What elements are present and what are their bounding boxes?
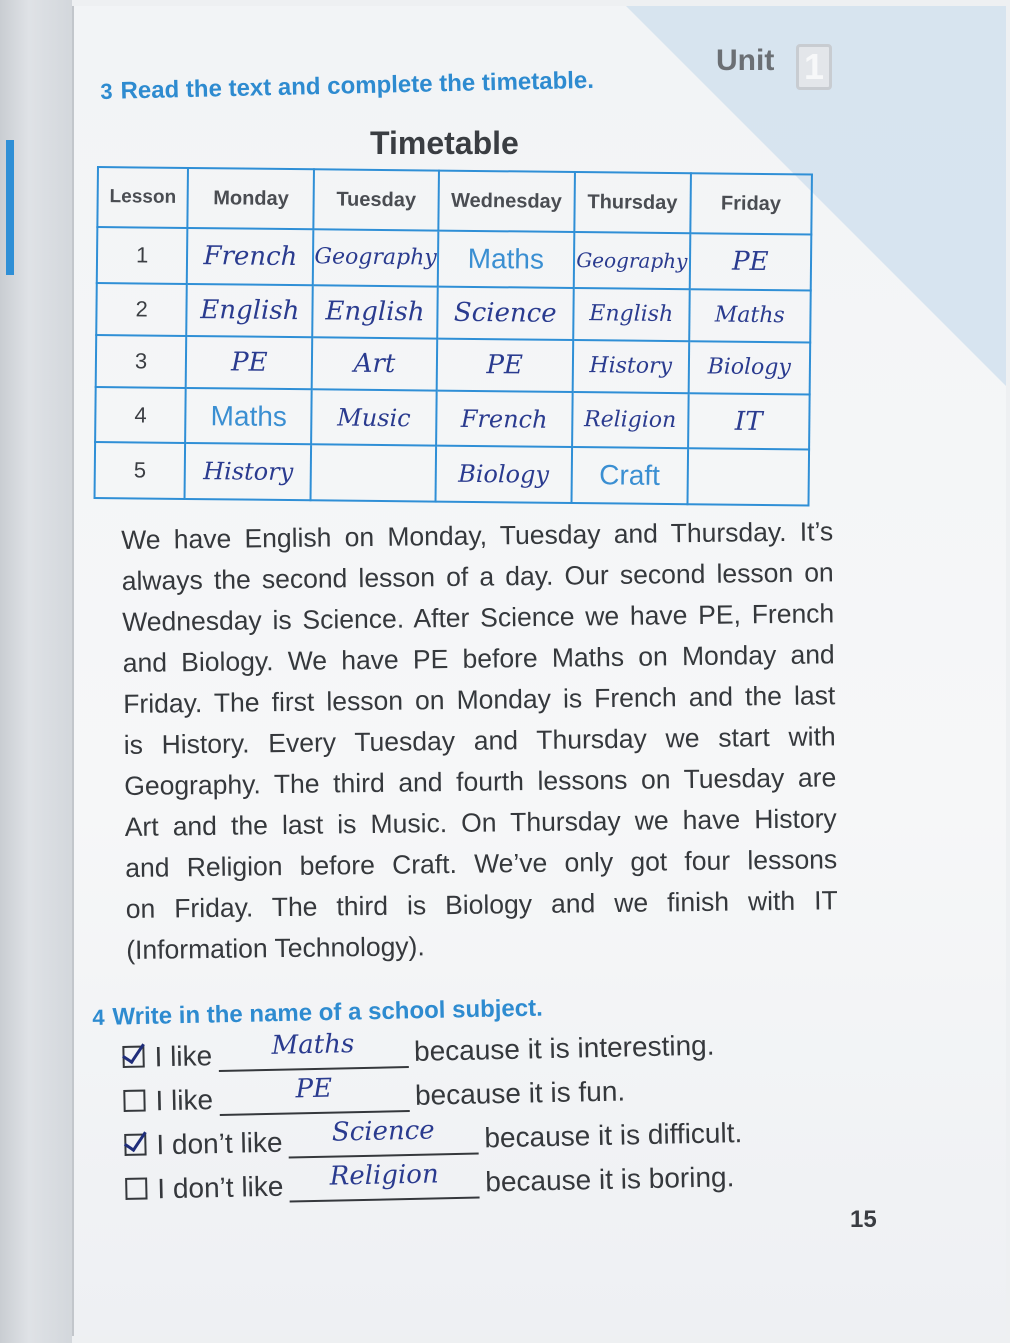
table-row (96, 283, 811, 343)
timetable-cell: Maths (185, 388, 312, 445)
answer-text: Religion (329, 1159, 439, 1192)
unit-number: 1 (796, 44, 832, 90)
header-wednesday: Wednesday (438, 171, 575, 232)
text-line: (Information Technology). (126, 931, 425, 965)
page-number: 15 (850, 1206, 877, 1233)
timetable-cell: French (436, 391, 573, 448)
exercise-4-number: 4 (92, 1004, 105, 1030)
header-tuesday: Tuesday (314, 169, 439, 230)
item-prefix: I like (154, 1040, 213, 1073)
timetable-cell: Craft (571, 447, 687, 504)
header-thursday: Thursday (574, 172, 690, 233)
answer-blank (289, 1161, 480, 1203)
text-line: and Religion before Craft. We’ve only got four lessons (125, 844, 838, 883)
text-line: We have English on Monday, Tuesday and Thursday. It’s (121, 516, 834, 555)
timetable-cell: History (185, 443, 312, 500)
text-line: Geography. The third and fourth lessons on Tuesday are (124, 762, 837, 801)
timetable-cell: French (187, 228, 314, 285)
answer-blank (288, 1117, 479, 1159)
timetable-cell: PE (436, 338, 573, 392)
text-line: and Biology. We have PE before Maths on Monday and (122, 639, 835, 678)
text-line: Art and the last is Music. On Thursday we have History (124, 803, 837, 842)
text-line: is History. Every Tuesday and Thursday we start with (123, 721, 836, 760)
unit-label: Unit (716, 44, 775, 77)
text-line: always the second lesson of a day. Our second lesson on (121, 557, 834, 596)
lesson-number: 4 (95, 387, 186, 443)
timetable-cell: English (573, 287, 689, 340)
answer-blank (219, 1074, 410, 1116)
timetable-cell: PE (689, 233, 811, 290)
lesson-number: 5 (95, 442, 186, 498)
item-suffix: because it is difficult. (484, 1117, 743, 1154)
reading-text (121, 511, 838, 971)
timetable-header-row (97, 167, 812, 234)
checkbox-checked[interactable] (124, 1134, 146, 1156)
timetable-cell: History (573, 340, 689, 393)
exercise-4-instruction: Write in the name of a school subject. (112, 994, 544, 1031)
text-line: on Friday. The third is Biology and we finish with IT (125, 885, 838, 924)
item-prefix: I like (155, 1084, 214, 1117)
answer-blank (218, 1030, 409, 1072)
item-prefix: I don’t like (156, 1126, 283, 1161)
item-suffix: because it is boring. (485, 1161, 735, 1198)
timetable-cell: Geography (574, 232, 690, 289)
timetable-cell: English (313, 285, 438, 339)
answer-text: Maths (271, 1029, 355, 1061)
checkbox[interactable] (123, 1090, 145, 1112)
timetable-cell: Music (312, 389, 437, 446)
answer-text: Science (331, 1115, 435, 1148)
text-line: Wednesday is Science. After Science we have PE, French (122, 598, 835, 637)
timetable-cell: Religion (572, 392, 688, 449)
item-prefix: I don’t like (157, 1170, 284, 1205)
timetable-title: Timetable (370, 125, 519, 161)
table-row (96, 335, 811, 395)
lesson-number: 3 (96, 335, 187, 388)
timetable-cell: Geography (313, 229, 438, 286)
timetable-cell: Biology (688, 341, 810, 395)
exercise-4-list (122, 1015, 826, 1206)
lesson-number: 1 (97, 227, 188, 283)
timetable-cell: Maths (689, 289, 811, 343)
exercise-3-instruction: Read the text and complete the timetable. (120, 66, 595, 105)
text-line: Friday. The first lesson on Monday is French and the last (123, 680, 836, 719)
timetable-cell: English (187, 283, 314, 337)
timetable (94, 166, 813, 506)
exercise-3-number: 3 (100, 78, 113, 104)
table-row (97, 227, 812, 290)
timetable-cell: IT (688, 393, 810, 450)
timetable-cell (311, 445, 436, 502)
checkbox-checked[interactable] (122, 1046, 144, 1068)
timetable-cell: Biology (435, 446, 572, 503)
answer-text: PE (295, 1073, 333, 1105)
lesson-number: 2 (96, 283, 187, 336)
table-row (95, 442, 810, 505)
header-lesson: Lesson (97, 167, 188, 228)
timetable-cell: Science (437, 286, 574, 340)
timetable-cell (687, 449, 809, 506)
table-row (95, 387, 810, 450)
timetable-cell: Maths (437, 231, 574, 288)
header-monday: Monday (188, 168, 315, 229)
item-suffix: because it is interesting. (413, 1029, 715, 1067)
item-suffix: because it is fun. (414, 1075, 626, 1111)
timetable-cell: PE (186, 336, 313, 390)
timetable-cell: Art (312, 337, 437, 391)
checkbox[interactable] (125, 1178, 147, 1200)
left-page-blue-mark (6, 140, 14, 275)
header-friday: Friday (690, 173, 812, 234)
